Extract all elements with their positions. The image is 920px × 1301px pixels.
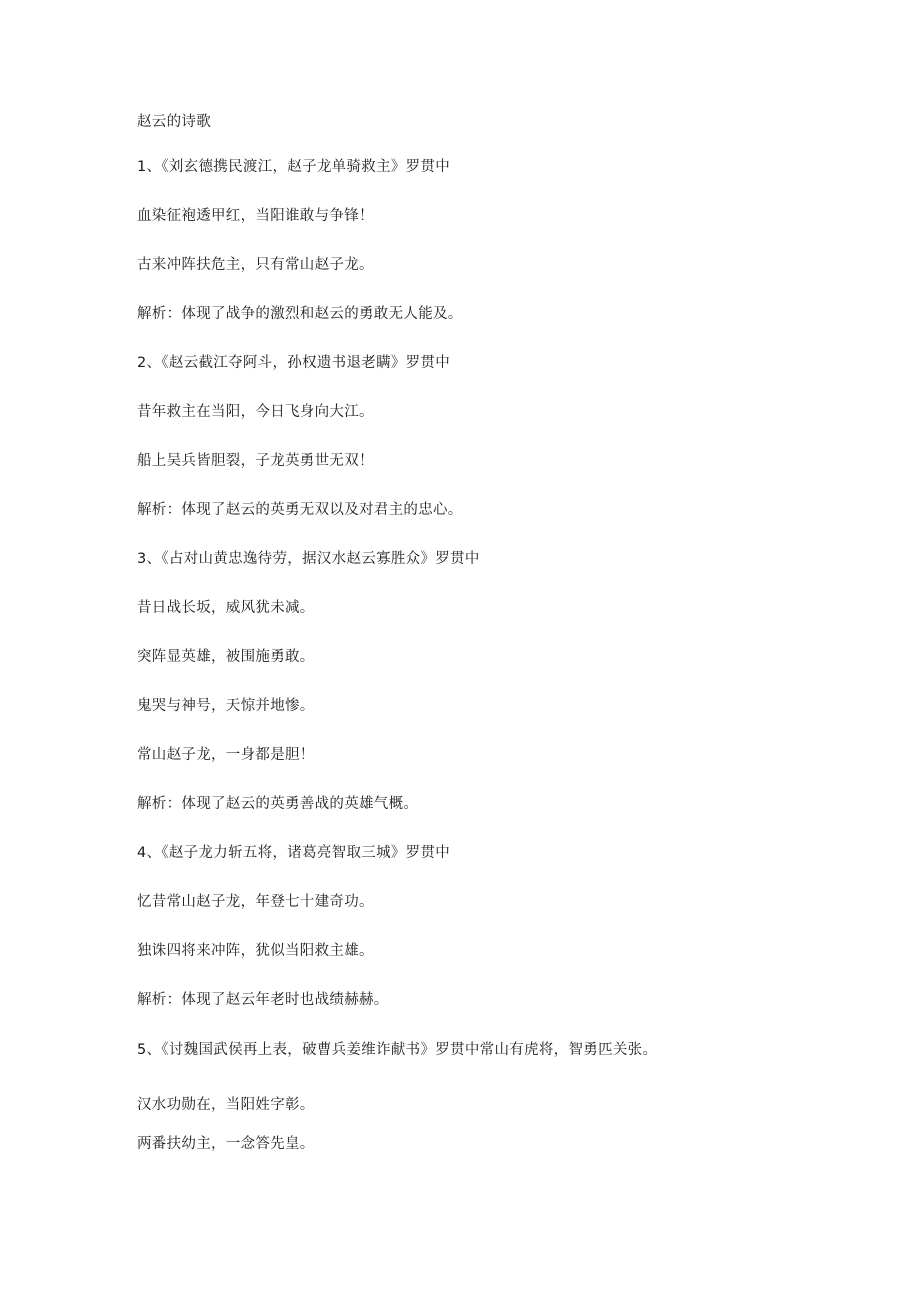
poem-line: 昔年救主在当阳，今日飞身向大江。 bbox=[137, 404, 374, 420]
poem-line: 突阵显英雄，被围施勇敢。 bbox=[137, 649, 315, 665]
poem-heading-1: 1、《刘玄德携民渡江，赵子龙单骑救主》罗贯中 bbox=[137, 159, 451, 175]
poem-line: 昔日战长坂，威风犹未减。 bbox=[137, 600, 315, 616]
poem-line: 独诛四将来冲阵，犹似当阳救主雄。 bbox=[137, 943, 374, 959]
document-title: 赵云的诗歌 bbox=[137, 114, 211, 130]
poem-line: 鬼哭与神号，天惊并地惨。 bbox=[137, 698, 315, 714]
poem-line: 古来冲阵扶危主，只有常山赵子龙。 bbox=[137, 257, 374, 273]
poem-line: 两番扶幼主，一念答先皇。 bbox=[137, 1136, 315, 1152]
poem-line: 常山赵子龙，一身都是胆！ bbox=[137, 747, 315, 763]
analysis-line: 解析：体现了赵云年老时也战绩赫赫。 bbox=[137, 992, 389, 1008]
poem-line: 船上吴兵皆胆裂，子龙英勇世无双！ bbox=[137, 453, 374, 469]
analysis-line: 解析：体现了赵云的英勇善战的英雄气概。 bbox=[137, 796, 419, 812]
poem-line: 血染征袍透甲红，当阳谁敢与争锋！ bbox=[137, 208, 374, 224]
analysis-line: 解析：体现了战争的激烈和赵云的勇敢无人能及。 bbox=[137, 306, 463, 322]
analysis-line: 解析：体现了赵云的英勇无双以及对君主的忠心。 bbox=[137, 502, 463, 518]
poem-heading-4: 4、《赵子龙力斩五将，诸葛亮智取三城》罗贯中 bbox=[137, 845, 451, 861]
poem-line: 忆昔常山赵子龙，年登七十建奇功。 bbox=[137, 894, 374, 910]
poem-line: 汉水功勋在，当阳姓字彰。 bbox=[137, 1097, 315, 1113]
poem-heading-3: 3、《占对山黄忠逸待劳，据汉水赵云寡胜众》罗贯中 bbox=[137, 551, 480, 567]
poem-heading-5: 5、《讨魏国武侯再上表，破曹兵姜维诈献书》罗贯中常山有虎将，智勇匹关张。 bbox=[137, 1042, 658, 1058]
poem-heading-2: 2、《赵云截江夺阿斗，孙权遗书退老瞒》罗贯中 bbox=[137, 355, 451, 371]
